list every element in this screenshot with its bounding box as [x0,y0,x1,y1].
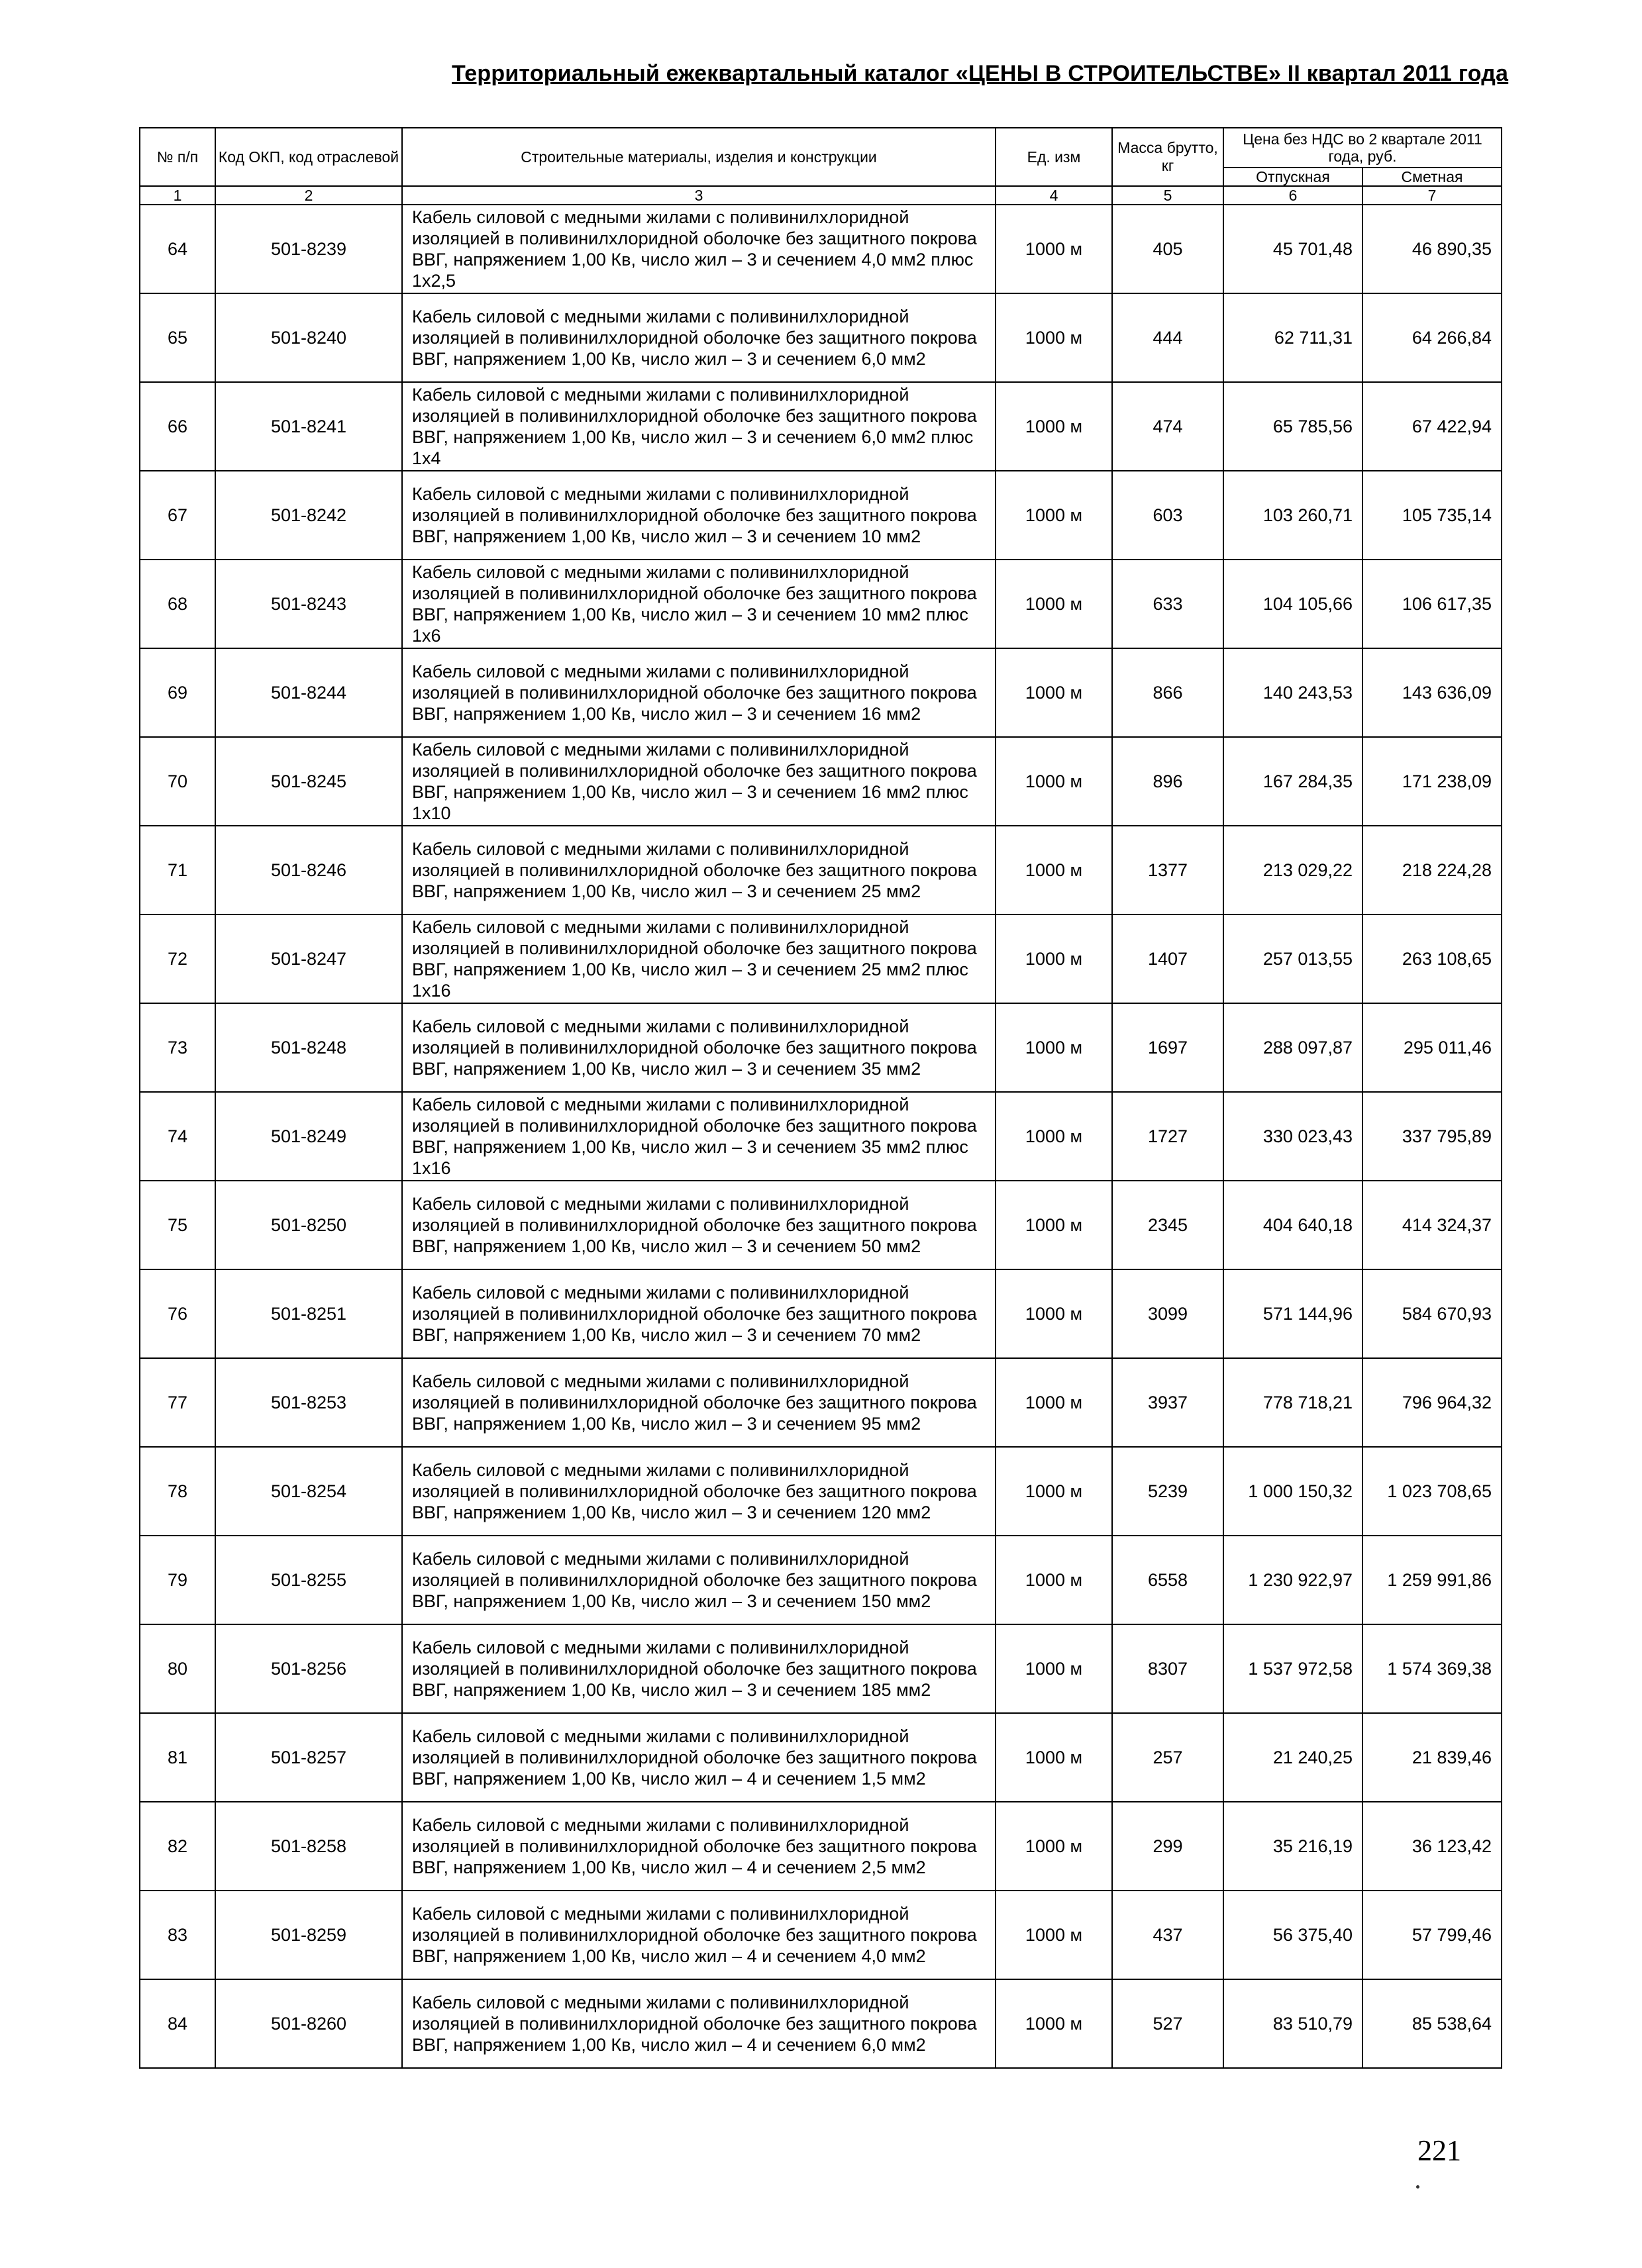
row-code: 501-8254 [215,1447,402,1536]
row-price-release: 778 718,21 [1223,1358,1362,1447]
row-code: 501-8257 [215,1713,402,1802]
row-mass: 1377 [1112,826,1223,914]
table-row [140,826,1502,914]
column-number-row [140,186,1502,205]
row-unit: 1000 м [996,560,1112,648]
column-number: 3 [402,186,996,205]
row-price-estimate: 337 795,89 [1362,1092,1502,1181]
column-number: 5 [1112,186,1223,205]
row-name: Кабель силовой с медными жилами с поливинилхлоридной изоляцией в поливинилхлоридной оболочке без защитного покрова ВВГ, напряжением 1,00 Кв, число жил – 3 и сечением 16 мм2 плюс 1х10 [402,737,996,826]
row-code: 501-8253 [215,1358,402,1447]
row-mass: 2345 [1112,1181,1223,1269]
row-price-release: 571 144,96 [1223,1269,1362,1358]
row-mass: 6558 [1112,1536,1223,1624]
row-number: 70 [140,737,215,826]
row-code: 501-8244 [215,648,402,737]
row-number: 65 [140,293,215,382]
row-unit: 1000 м [996,1269,1112,1358]
table-row [140,1802,1502,1891]
row-price-release: 404 640,18 [1223,1181,1362,1269]
row-mass: 444 [1112,293,1223,382]
row-number: 72 [140,914,215,1003]
row-price-estimate: 85 538,64 [1362,1979,1502,2068]
row-code: 501-8251 [215,1269,402,1358]
row-name: Кабель силовой с медными жилами с поливинилхлоридной изоляцией в поливинилхлоридной оболочке без защитного покрова ВВГ, напряжением 1,00 Кв, число жил – 3 и сечением 50 мм2 [402,1181,996,1269]
table-row [140,1003,1502,1092]
row-code: 501-8245 [215,737,402,826]
row-name: Кабель силовой с медными жилами с поливинилхлоридной изоляцией в поливинилхлоридной оболочке без защитного покрова ВВГ, напряжением 1,00 Кв, число жил – 3 и сечением 16 мм2 [402,648,996,737]
table-row [140,205,1502,293]
column-header-unit: Ед. изм [996,128,1112,186]
row-name: Кабель силовой с медными жилами с поливинилхлоридной изоляцией в поливинилхлоридной оболочке без защитного покрова ВВГ, напряжением 1,00 Кв, число жил – 4 и сечением 6,0 мм2 [402,1979,996,2068]
row-price-estimate: 1 574 369,38 [1362,1624,1502,1713]
row-mass: 527 [1112,1979,1223,2068]
row-price-release: 65 785,56 [1223,382,1362,471]
row-code: 501-8246 [215,826,402,914]
row-price-estimate: 796 964,32 [1362,1358,1502,1447]
row-mass: 1697 [1112,1003,1223,1092]
table-row [140,1624,1502,1713]
table-row [140,737,1502,826]
scan-speck [1416,2185,1419,2189]
row-unit: 1000 м [996,648,1112,737]
table-row [140,1891,1502,1979]
column-header-mass: Масса брутто, кг [1112,128,1223,186]
row-price-estimate: 106 617,35 [1362,560,1502,648]
row-name: Кабель силовой с медными жилами с поливинилхлоридной изоляцией в поливинилхлоридной оболочке без защитного покрова ВВГ, напряжением 1,00 Кв, число жил – 3 и сечением 10 мм2 плюс 1х6 [402,560,996,648]
column-header-price-group: Цена без НДС во 2 квартале 2011 года, руб. [1223,128,1502,168]
row-unit: 1000 м [996,1979,1112,2068]
row-code: 501-8241 [215,382,402,471]
row-unit: 1000 м [996,1713,1112,1802]
row-unit: 1000 м [996,737,1112,826]
table-row [140,1536,1502,1624]
row-price-estimate: 295 011,46 [1362,1003,1502,1092]
row-name: Кабель силовой с медными жилами с поливинилхлоридной изоляцией в поливинилхлоридной оболочке без защитного покрова ВВГ, напряжением 1,00 Кв, число жил – 3 и сечением 10 мм2 [402,471,996,560]
row-price-estimate: 218 224,28 [1362,826,1502,914]
row-number: 79 [140,1536,215,1624]
row-mass: 3099 [1112,1269,1223,1358]
table-row [140,648,1502,737]
page-title: Территориальный ежеквартальный каталог «ЦЕНЫ В СТРОИТЕЛЬСТВЕ» II квартал 2011 года [452,61,1509,86]
row-code: 501-8247 [215,914,402,1003]
row-number: 66 [140,382,215,471]
row-price-estimate: 1 259 991,86 [1362,1536,1502,1624]
row-price-estimate: 64 266,84 [1362,293,1502,382]
row-name: Кабель силовой с медными жилами с поливинилхлоридной изоляцией в поливинилхлоридной оболочке без защитного покрова ВВГ, напряжением 1,00 Кв, число жил – 3 и сечением 6,0 мм2 [402,293,996,382]
table-row [140,293,1502,382]
row-price-release: 330 023,43 [1223,1092,1362,1181]
column-number: 6 [1223,186,1362,205]
row-mass: 5239 [1112,1447,1223,1536]
table-body [140,205,1502,2068]
row-unit: 1000 м [996,914,1112,1003]
row-mass: 3937 [1112,1358,1223,1447]
row-unit: 1000 м [996,826,1112,914]
row-number: 69 [140,648,215,737]
column-header-name: Строительные материалы, изделия и конструкции [402,128,996,186]
row-code: 501-8240 [215,293,402,382]
row-name: Кабель силовой с медными жилами с поливинилхлоридной изоляцией в поливинилхлоридной оболочке без защитного покрова ВВГ, напряжением 1,00 Кв, число жил – 3 и сечением 35 мм2 плюс 1х16 [402,1092,996,1181]
price-table [139,127,1502,2069]
table-row [140,1447,1502,1536]
row-code: 501-8242 [215,471,402,560]
row-price-estimate: 171 238,09 [1362,737,1502,826]
column-number: 7 [1362,186,1502,205]
row-unit: 1000 м [996,1447,1112,1536]
row-price-estimate: 143 636,09 [1362,648,1502,737]
row-mass: 405 [1112,205,1223,293]
column-header-no: № п/п [140,128,215,186]
row-number: 76 [140,1269,215,1358]
column-header-code: Код ОКП, код отраслевой [215,128,402,186]
row-price-release: 167 284,35 [1223,737,1362,826]
row-price-estimate: 57 799,46 [1362,1891,1502,1979]
row-name: Кабель силовой с медными жилами с поливинилхлоридной изоляцией в поливинилхлоридной оболочке без защитного покрова ВВГ, напряжением 1,00 Кв, число жил – 3 и сечением 35 мм2 [402,1003,996,1092]
row-code: 501-8259 [215,1891,402,1979]
column-number: 4 [996,186,1112,205]
row-code: 501-8256 [215,1624,402,1713]
row-number: 78 [140,1447,215,1536]
row-number: 84 [140,1979,215,2068]
row-mass: 603 [1112,471,1223,560]
row-price-estimate: 67 422,94 [1362,382,1502,471]
row-price-release: 1 230 922,97 [1223,1536,1362,1624]
row-mass: 257 [1112,1713,1223,1802]
row-name: Кабель силовой с медными жилами с поливинилхлоридной изоляцией в поливинилхлоридной оболочке без защитного покрова ВВГ, напряжением 1,00 Кв, число жил – 4 и сечением 2,5 мм2 [402,1802,996,1891]
row-unit: 1000 м [996,293,1112,382]
row-mass: 1407 [1112,914,1223,1003]
row-unit: 1000 м [996,1092,1112,1181]
column-header-price-estimate: Сметная [1362,168,1502,186]
row-name: Кабель силовой с медными жилами с поливинилхлоридной изоляцией в поливинилхлоридной оболочке без защитного покрова ВВГ, напряжением 1,00 Кв, число жил – 3 и сечением 70 мм2 [402,1269,996,1358]
row-unit: 1000 м [996,1624,1112,1713]
row-price-release: 1 537 972,58 [1223,1624,1362,1713]
row-unit: 1000 м [996,1802,1112,1891]
row-name: Кабель силовой с медными жилами с поливинилхлоридной изоляцией в поливинилхлоридной оболочке без защитного покрова ВВГ, напряжением 1,00 Кв, число жил – 3 и сечением 150 мм2 [402,1536,996,1624]
row-number: 68 [140,560,215,648]
row-price-release: 288 097,87 [1223,1003,1362,1092]
row-unit: 1000 м [996,1003,1112,1092]
table-row [140,914,1502,1003]
row-price-estimate: 414 324,37 [1362,1181,1502,1269]
row-price-estimate: 21 839,46 [1362,1713,1502,1802]
row-number: 75 [140,1181,215,1269]
row-number: 81 [140,1713,215,1802]
row-price-release: 83 510,79 [1223,1979,1362,2068]
row-number: 80 [140,1624,215,1713]
column-header-price-release: Отпускная [1223,168,1362,186]
row-mass: 896 [1112,737,1223,826]
table-row [140,382,1502,471]
row-name: Кабель силовой с медными жилами с поливинилхлоридной изоляцией в поливинилхлоридной оболочке без защитного покрова ВВГ, напряжением 1,00 Кв, число жил – 3 и сечением 185 мм2 [402,1624,996,1713]
row-unit: 1000 м [996,1891,1112,1979]
row-number: 77 [140,1358,215,1447]
row-mass: 633 [1112,560,1223,648]
row-name: Кабель силовой с медными жилами с поливинилхлоридной изоляцией в поливинилхлоридной оболочке без защитного покрова ВВГ, напряжением 1,00 Кв, число жил – 3 и сечением 25 мм2 [402,826,996,914]
row-price-estimate: 1 023 708,65 [1362,1447,1502,1536]
row-name: Кабель силовой с медными жилами с поливинилхлоридной изоляцией в поливинилхлоридной оболочке без защитного покрова ВВГ, напряжением 1,00 Кв, число жил – 3 и сечением 25 мм2 плюс 1х16 [402,914,996,1003]
row-mass: 299 [1112,1802,1223,1891]
table-row [140,1979,1502,2068]
row-number: 73 [140,1003,215,1092]
row-mass: 8307 [1112,1624,1223,1713]
row-unit: 1000 м [996,1358,1112,1447]
table-row [140,1269,1502,1358]
row-price-release: 56 375,40 [1223,1891,1362,1979]
row-price-estimate: 584 670,93 [1362,1269,1502,1358]
row-name: Кабель силовой с медными жилами с поливинилхлоридной изоляцией в поливинилхлоридной оболочке без защитного покрова ВВГ, напряжением 1,00 Кв, число жил – 4 и сечением 1,5 мм2 [402,1713,996,1802]
table-row [140,1181,1502,1269]
row-price-release: 62 711,31 [1223,293,1362,382]
column-number: 1 [140,186,215,205]
row-name: Кабель силовой с медными жилами с поливинилхлоридной изоляцией в поливинилхлоридной оболочке без защитного покрова ВВГ, напряжением 1,00 Кв, число жил – 3 и сечением 95 мм2 [402,1358,996,1447]
row-price-release: 104 105,66 [1223,560,1362,648]
table-row [140,560,1502,648]
row-mass: 437 [1112,1891,1223,1979]
row-price-estimate: 46 890,35 [1362,205,1502,293]
row-price-release: 21 240,25 [1223,1713,1362,1802]
row-price-release: 1 000 150,32 [1223,1447,1362,1536]
row-code: 501-8248 [215,1003,402,1092]
row-number: 71 [140,826,215,914]
row-mass: 474 [1112,382,1223,471]
row-number: 83 [140,1891,215,1979]
row-code: 501-8243 [215,560,402,648]
table-row [140,1358,1502,1447]
row-price-release: 45 701,48 [1223,205,1362,293]
row-unit: 1000 м [996,1536,1112,1624]
row-unit: 1000 м [996,471,1112,560]
table-row [140,1713,1502,1802]
row-price-release: 257 013,55 [1223,914,1362,1003]
row-code: 501-8239 [215,205,402,293]
row-mass: 1727 [1112,1092,1223,1181]
row-number: 67 [140,471,215,560]
row-name: Кабель силовой с медными жилами с поливинилхлоридной изоляцией в поливинилхлоридной оболочке без защитного покрова ВВГ, напряжением 1,00 Кв, число жил – 3 и сечением 6,0 мм2 плюс 1х4 [402,382,996,471]
row-unit: 1000 м [996,205,1112,293]
row-price-release: 35 216,19 [1223,1802,1362,1891]
row-price-estimate: 105 735,14 [1362,471,1502,560]
table-row [140,1092,1502,1181]
row-name: Кабель силовой с медными жилами с поливинилхлоридной изоляцией в поливинилхлоридной оболочке без защитного покрова ВВГ, напряжением 1,00 Кв, число жил – 3 и сечением 4,0 мм2 плюс 1х2,5 [402,205,996,293]
row-name: Кабель силовой с медными жилами с поливинилхлоридной изоляцией в поливинилхлоридной оболочке без защитного покрова ВВГ, напряжением 1,00 Кв, число жил – 3 и сечением 120 мм2 [402,1447,996,1536]
row-name: Кабель силовой с медными жилами с поливинилхлоридной изоляцией в поливинилхлоридной оболочке без защитного покрова ВВГ, напряжением 1,00 Кв, число жил – 4 и сечением 4,0 мм2 [402,1891,996,1979]
row-code: 501-8258 [215,1802,402,1891]
row-code: 501-8255 [215,1536,402,1624]
table-row [140,471,1502,560]
row-price-estimate: 263 108,65 [1362,914,1502,1003]
row-mass: 866 [1112,648,1223,737]
row-unit: 1000 м [996,1181,1112,1269]
column-number: 2 [215,186,402,205]
row-price-release: 140 243,53 [1223,648,1362,737]
row-price-release: 213 029,22 [1223,826,1362,914]
row-unit: 1000 м [996,382,1112,471]
row-code: 501-8249 [215,1092,402,1181]
row-price-estimate: 36 123,42 [1362,1802,1502,1891]
row-code: 501-8260 [215,1979,402,2068]
row-number: 64 [140,205,215,293]
page-number: 221 [1417,2134,1461,2167]
row-code: 501-8250 [215,1181,402,1269]
row-price-release: 103 260,71 [1223,471,1362,560]
row-number: 74 [140,1092,215,1181]
row-number: 82 [140,1802,215,1891]
